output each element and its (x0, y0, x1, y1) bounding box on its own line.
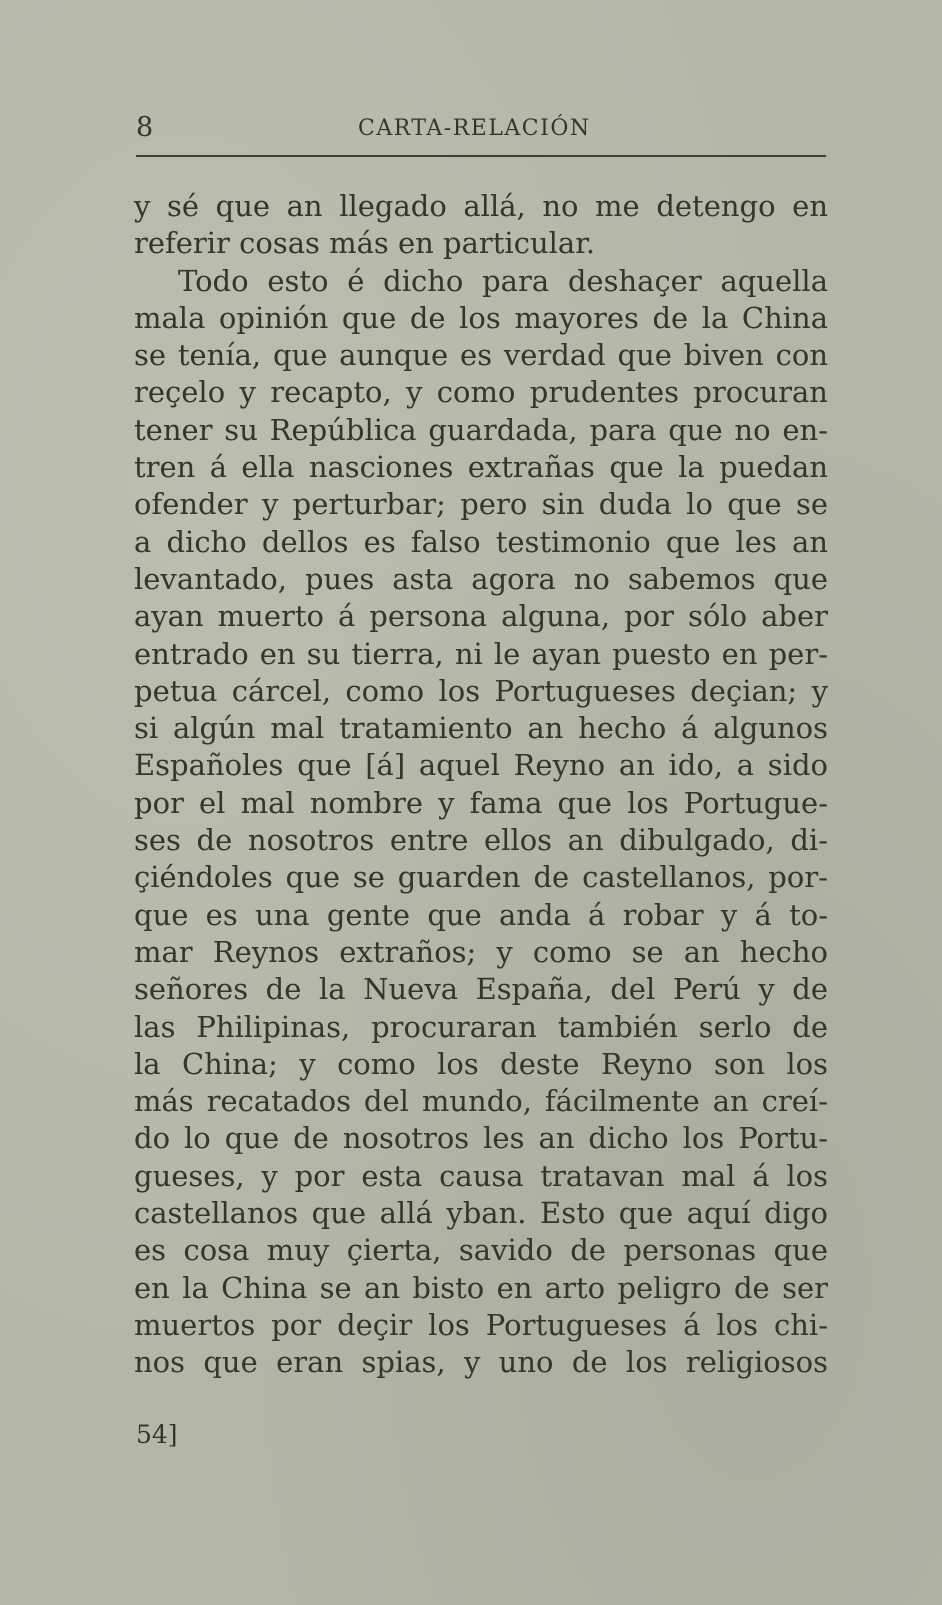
text-line: señores de la Nueva España, del Perú y de (134, 972, 828, 1007)
text-line: petua cárcel, como los Portugueses deçian; y (134, 673, 828, 708)
text-line: si algún mal tratamiento an hecho á algunos (134, 711, 828, 746)
text-line: ayan muerto á persona alguna, por sólo aber (134, 599, 828, 634)
text-line: y sé que an llegado allá, no me detengo en (134, 189, 828, 223)
text-line: muertos por deçir los Portugueses á los chi- (134, 1307, 828, 1342)
text-line: las Philipinas, procuraran también serlo de (134, 1009, 828, 1044)
text-line: Españoles que [á] aquel Reyno an ido, a sido (134, 748, 828, 783)
text-line: entrado en su tierra, ni le ayan puesto en per- (134, 636, 828, 671)
text-line: reçelo y recapto, y como prudentes procuran (134, 375, 828, 410)
running-head: CARTA-RELACIÓN (358, 116, 591, 141)
body-text (134, 188, 828, 1382)
text-line: Todo esto é dicho para deshaçer aquella (178, 263, 828, 298)
text-line: tener su República guardada, para que no en- (134, 412, 828, 447)
signature-mark: 54] (136, 1420, 178, 1449)
text-line: referir cosas más en particular. (134, 226, 596, 261)
text-line: la China; y como los deste Reyno son los (134, 1046, 828, 1081)
text-line: ses de nosotros entre ellos an dibulgado, di- (134, 823, 828, 858)
text-line: en la China se an bisto en arto peligro de ser (134, 1270, 828, 1305)
text-line: levantado, pues asta agora no sabemos que (134, 561, 828, 596)
header-rule (136, 155, 826, 157)
text-line: mala opinión que de los mayores de la China (134, 300, 828, 335)
text-line: do lo que de nosotros les an dicho los Portu- (134, 1121, 828, 1156)
text-line: más recatados del mundo, fácilmente an creí- (134, 1084, 828, 1119)
text-line: çiéndoles que se guarden de castellanos, por- (134, 860, 828, 895)
text-line: que es una gente que anda á robar y á to- (134, 897, 828, 932)
page-header (136, 112, 826, 154)
text-line: por el mal nombre y fama que los Portugue- (134, 785, 828, 820)
text-line: nos que eran spias, y uno de los religiosos (134, 1345, 828, 1380)
text-line: a dicho dellos es falso testimonio que les an (134, 524, 828, 559)
text-line: ofender y perturbar; pero sin duda lo que se (134, 487, 828, 522)
text-line: tren á ella nasciones extrañas que la puedan (134, 450, 828, 485)
text-line: se tenía, que aunque es verdad que biven con (134, 338, 828, 373)
text-line: es cosa muy çierta, savido de personas que (134, 1233, 828, 1268)
text-line: mar Reynos extraños; y como se an hecho (134, 934, 828, 969)
text-line: castellanos que allá yban. Esto que aquí digo (134, 1196, 828, 1231)
page-number: 8 (136, 112, 154, 143)
text-line: gueses, y por esta causa tratavan mal á los (134, 1158, 828, 1193)
